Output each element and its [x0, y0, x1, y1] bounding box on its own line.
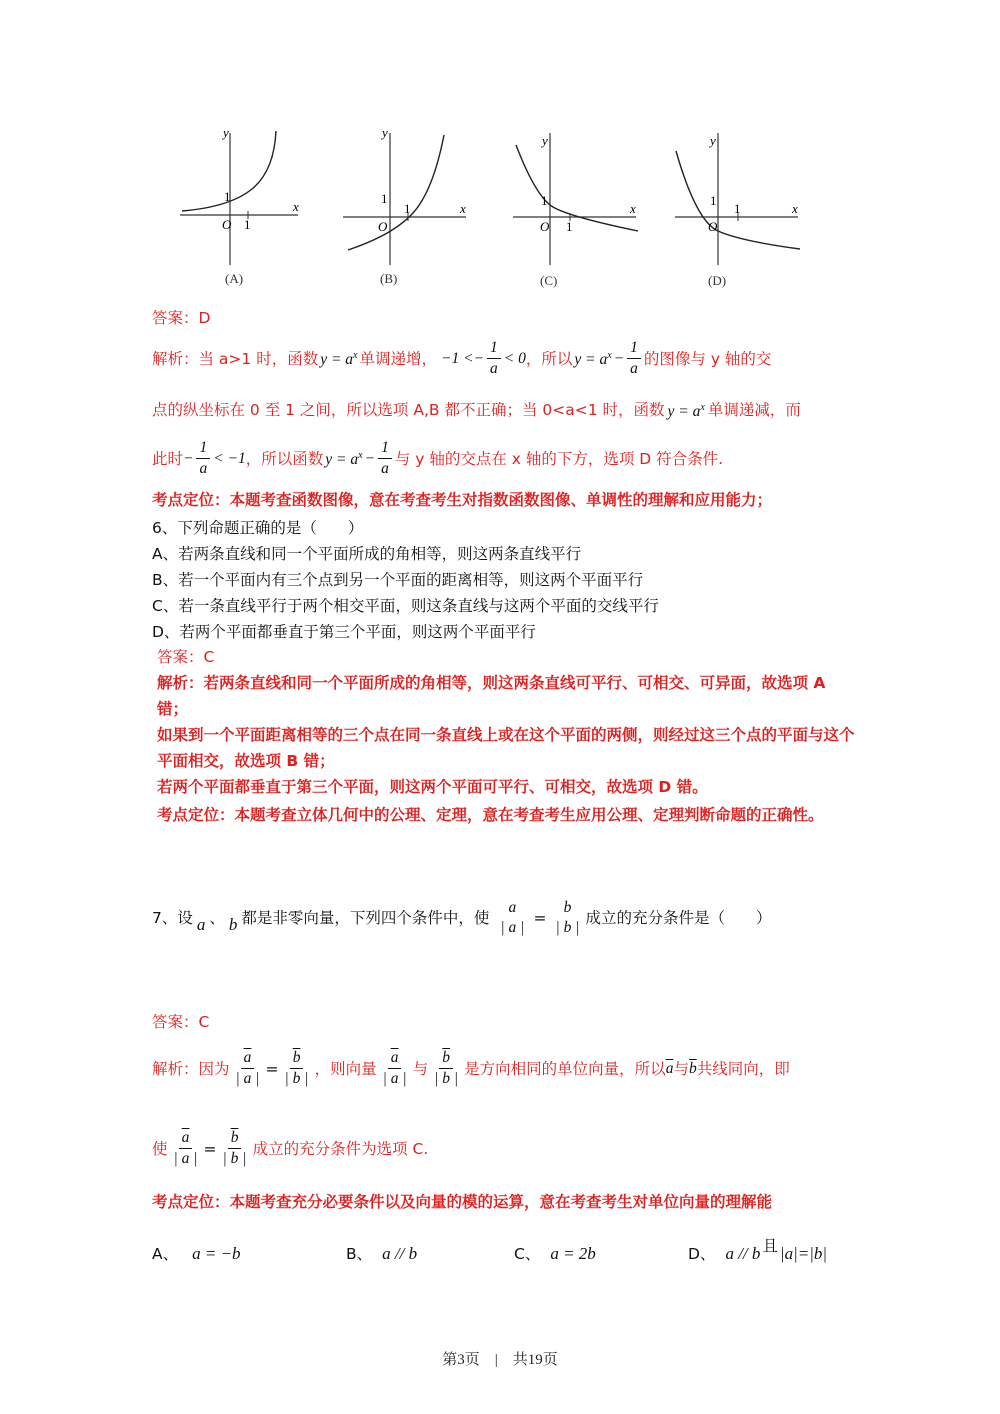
svg-text:O: O: [708, 219, 718, 234]
q7-answer: 答案：C: [152, 1013, 210, 1031]
svg-text:1: 1: [404, 201, 411, 216]
svg-text:x: x: [293, 199, 299, 214]
q6-analysis-2: 如果到一个平面距离相等的三个点在同一条直线上或在这个平面的两侧，则经过这三个点的平面与这个平面相交，故选项 B 错；: [157, 726, 855, 770]
graph-label-c: (C): [540, 273, 558, 288]
graph-strip: [170, 125, 810, 300]
graph-label-b: (B): [380, 271, 398, 286]
graph-d: [670, 125, 810, 275]
svg-text:x: x: [630, 201, 636, 216]
q5-answer: 答案：D: [152, 309, 211, 327]
svg-text:y: y: [710, 133, 716, 148]
svg-text:1: 1: [541, 193, 548, 208]
q6-analysis-3: 若两个平面都垂直于第三个平面，则这两个平面可平行、可相交，故选项 D 错。: [157, 778, 708, 796]
svg-text:y: y: [382, 125, 388, 140]
q7-frac-b: b | b |: [555, 899, 580, 936]
q6-option-c: C、若一条直线平行于两个相交平面，则这条直线与这两个平面的交线平行: [152, 597, 659, 615]
q7-option-c: C、 a = 2b: [514, 1244, 596, 1263]
q7-analysis-line1: 解析：因为 $\frac{\overline{a}}{| a |}$ = $\frac{\overline{b}}{| b |}$ ，则向量 $\frac{\overline{a}}{| a |}$ 与 $\frac{\overline{b}}{| b |}$ 是方向相同的单位向量，所以 $\overline{a}$ 与 $\overline{b}$ 共线同向，即: [152, 1049, 790, 1087]
svg-text:y: y: [223, 125, 229, 140]
svg-text:1: 1: [381, 191, 388, 206]
svg-text:O: O: [222, 217, 232, 232]
q5-analysis-l1b: 单调递增，: [359, 349, 438, 368]
graph-b: [338, 125, 478, 275]
q7-option-b: B、 a // b: [346, 1244, 418, 1263]
q7-option-d: D、 a // b 且 |a|=|b|: [688, 1237, 828, 1263]
graph-label-a: (A): [225, 271, 244, 286]
math-y-ax: $y = a^x$: [320, 350, 358, 369]
svg-text:O: O: [378, 219, 388, 234]
svg-text:y: y: [542, 133, 548, 148]
graph-c: [508, 125, 648, 275]
q7-frac-a: a | a |: [500, 899, 525, 936]
svg-text:1: 1: [244, 217, 251, 232]
q6-option-b: B、若一个平面内有三个点到另一个平面的距离相等，则这两个平面平行: [152, 571, 644, 589]
q6-option-d: D、若两个平面都垂直于第三个平面，则这两个平面平行: [152, 623, 536, 641]
q7-stem: 7、设 a 、 b 都是非零向量，下列四个条件中，使 a | a | = b | b | 成立的充分条件是（ ）: [152, 899, 772, 936]
svg-text:x: x: [460, 201, 466, 216]
graph-label-d: (D): [708, 273, 727, 288]
q5-analysis-line2: 点的纵坐标在 0 至 1 之间，所以选项 A,B 都不正确；当 0<a<1 时，函数 $y = a^x$ 单调递减，而: [152, 401, 801, 421]
q6-analysis-1: 解析：若两条直线和同一个平面所成的角相等，则这两条直线可平行、可相交、可异面，故选项 A 错；: [157, 674, 826, 718]
q6-stem: 6、下列命题正确的是（ ）: [152, 519, 364, 537]
q6-option-a: A、若两条直线和同一个平面所成的角相等，则这两条直线平行: [152, 545, 582, 563]
q5-analysis-line1: 解析：当 a>1 时，函数 $y = a^x$ 单调递增， −1 < − $\frac{1}{a}$ < 0 ，所以 $y = a^x$ − $\frac{1}{a}$ 的图像与 y 轴的交: [152, 339, 772, 377]
svg-text:1: 1: [710, 193, 717, 208]
q7-kaodian: 考点定位：本题考查充分必要条件以及向量的模的运算，意在考查考生对单位向量的理解能: [152, 1193, 773, 1211]
q5-analysis-l1d: 的图像与 y 轴的交: [643, 349, 772, 368]
q5-analysis-line3: 此时 − $\frac{1}{a}$ < −1 ，所以函数 $y = a^x$ − $\frac{1}{a}$ 与 y 轴的交点在 x 轴的下方，选项 D 符合条件.: [152, 439, 724, 477]
q5-analysis-l1c: ，所以: [525, 349, 573, 368]
graph-a: [170, 125, 310, 275]
page-footer: 第3页 | 共19页: [442, 1352, 558, 1368]
svg-text:O: O: [540, 219, 550, 234]
q5-kaodian: 考点定位：本题考查函数图像，意在考查考生对指数函数图像、单调性的理解和应用能力；: [152, 491, 773, 509]
q6-kaodian: 考点定位：本题考查立体几何中的公理、定理，意在考查考生应用公理、定理判断命题的正确性。: [157, 806, 824, 824]
svg-text:x: x: [792, 201, 798, 216]
svg-text:1: 1: [734, 201, 741, 216]
svg-text:1: 1: [224, 189, 231, 204]
frac-one-over-a: $\frac{1}{a}$: [487, 338, 501, 379]
q5-analysis-l1a: 解析：当 a>1 时，函数: [152, 349, 319, 368]
q7-option-a: A、 a = −b: [152, 1244, 241, 1263]
svg-text:1: 1: [566, 219, 573, 234]
q7-analysis-line2: 使 $\frac{\overline{a}}{| a |}$ = $\frac{\overline{b}}{| b |}$ 成立的充分条件为选项 C.: [152, 1129, 429, 1167]
q6-answer: 答案：C: [157, 648, 215, 666]
